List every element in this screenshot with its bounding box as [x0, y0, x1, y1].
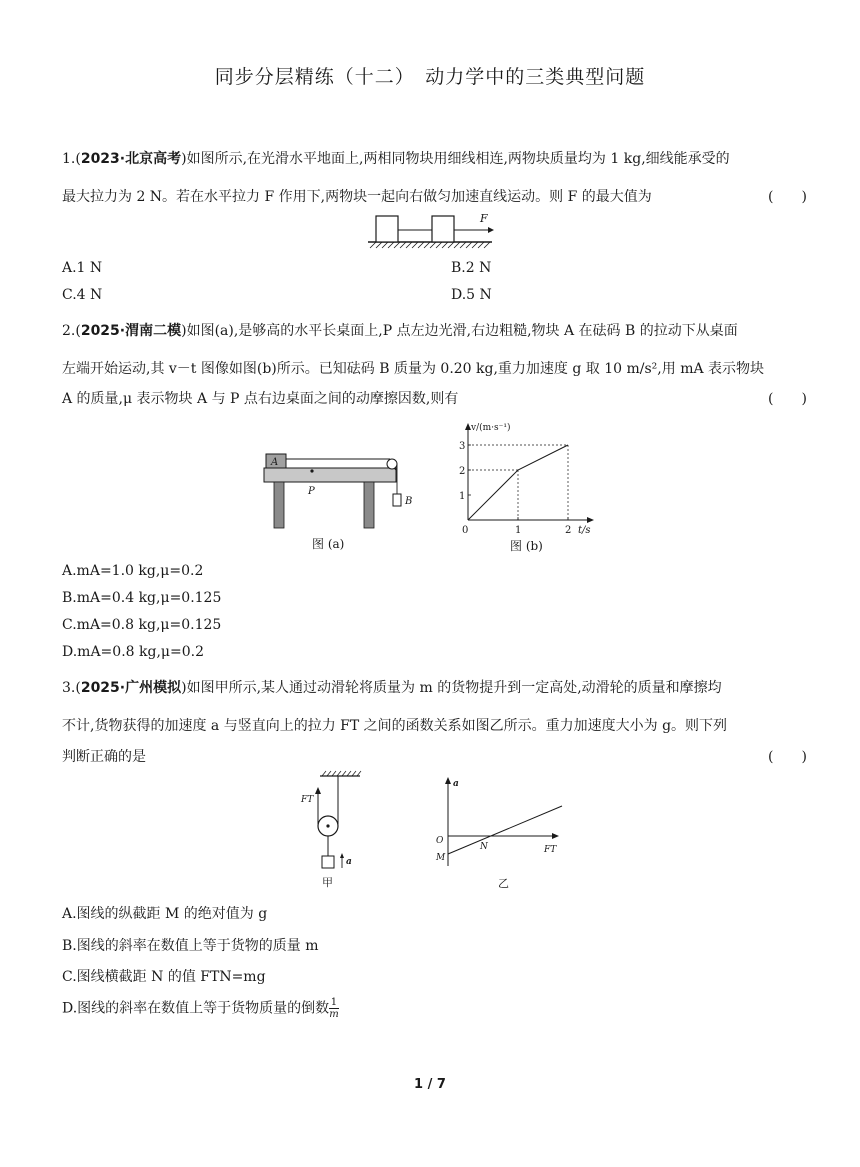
vt-y-tick-label: 2 [459, 466, 466, 477]
yi-label-a: a [453, 779, 459, 789]
vt-origin-label: 0 [462, 525, 469, 536]
q3-option-d [62, 997, 339, 1020]
q2-text-1: )如图(a),是够高的水平长桌面上,P 点左边光滑,右边粗糙,物块 A 在砝码 B 的拉动下从桌面 [181, 323, 738, 339]
q1-arrow-head [488, 227, 494, 233]
q2-line2: 左端开始运动,其 v－t 图像如图(b)所示。已知砝码 B 质量为 0.20 kg,重力加速度 g 取 10 m/s²,用 mA 表示物块 [62, 361, 765, 377]
q1-text-1: )如图所示,在光滑水平地面上,两相同物块用细线相连,两物块质量均为 1 kg,细线能承受的 [181, 151, 730, 167]
cargo [322, 856, 334, 868]
vt-x-tick-label: 1 [515, 525, 522, 536]
page-title: 同步分层精练（十二） 动力学中的三类典型问题 [214, 66, 646, 88]
q3-answer-paren: ( ) [768, 749, 807, 765]
label-a-jia: a [346, 857, 352, 867]
q2-answer-paren: ( ) [768, 391, 807, 407]
q3-figure-yi [432, 774, 572, 892]
point-P [310, 469, 313, 472]
q1-line1 [62, 148, 730, 168]
q3-number: 3.( [62, 680, 81, 696]
page-number: 1 / 7 [414, 1077, 446, 1092]
label-P: P [308, 486, 315, 497]
yi-label-N: N [480, 842, 488, 852]
vt-y-tick-label: 1 [459, 491, 466, 502]
q1-number: 1.( [62, 151, 81, 167]
pulley [387, 459, 397, 469]
q3-line3: 判断正确的是 [62, 749, 146, 765]
yi-label-FT: FT [544, 845, 557, 855]
label-FT: FT [301, 795, 314, 805]
q2-figure-b [450, 420, 610, 555]
q2-option-b: B.mA=0.4 kg,μ=0.125 [62, 590, 222, 606]
q1-block-right [432, 216, 454, 242]
q1-line2: 最大拉力为 2 N。若在水平拉力 F 作用下,两物块一起向右做匀加速直线运动。则 F 的最大值为 [62, 189, 652, 205]
yi-label-M: M [436, 853, 446, 863]
vt-x-tick-label: 2 [565, 525, 572, 536]
fraction-numerator: 1 [330, 997, 338, 1008]
vt-y-axis-label: v/(m·s⁻¹) [471, 423, 511, 433]
label-B: B [405, 496, 413, 507]
q1-option-c: C.4 N [62, 287, 103, 303]
caption-a: 图 (a) [312, 537, 345, 551]
q3-option-a: A.图线的纵截距 M 的绝对值为 g [62, 906, 268, 922]
q3-option-d-text: D.图线的斜率在数值上等于货物质量的倒数 [62, 1000, 330, 1017]
q3-option-b: B.图线的斜率在数值上等于货物的质量 m [62, 938, 319, 954]
vt-x-arrow [587, 517, 594, 523]
label-A: A [271, 457, 279, 468]
q1-label-F: F [480, 212, 488, 225]
q3-line1 [62, 677, 722, 697]
q1-answer-paren: ( ) [768, 189, 807, 205]
q1-block-left [376, 216, 398, 242]
vt-caption: 图 (b) [510, 539, 543, 553]
caption-jia: 甲 [322, 876, 333, 889]
caption-yi: 乙 [498, 877, 509, 890]
q1-source: 2023·北京高考 [80, 151, 182, 167]
q3-option-c: C.图线横截距 N 的值 FTN=mg [62, 969, 266, 985]
q2-option-d: D.mA=0.8 kg,μ=0.2 [62, 644, 204, 660]
q3-line2: 不计,货物获得的加速度 a 与竖直向上的拉力 FT 之间的函数关系如图乙所示。重力加速度大小为 g。则下列 [62, 718, 728, 734]
q2-option-a: A.mA=1.0 kg,μ=0.2 [62, 563, 204, 579]
weight-B [393, 494, 401, 506]
vt-y-tick-label: 3 [459, 441, 466, 452]
q2-figure-a [262, 448, 422, 553]
q1-figure [360, 208, 500, 248]
q2-option-c: C.mA=0.8 kg,μ=0.125 [62, 617, 222, 633]
table-leg-right [364, 482, 374, 528]
q1-option-a: A.1 N [62, 260, 103, 276]
vt-x-axis-label: t/s [578, 525, 591, 536]
q3-figure-jia [298, 770, 378, 892]
q2-line3: A 的质量,μ 表示物块 A 与 P 点右边桌面之间的动摩擦因数,则有 [62, 391, 459, 407]
yi-label-O: O [436, 836, 444, 846]
q1-ground-hatch [370, 242, 490, 248]
ft-arrow-head [315, 787, 321, 794]
q2-source: 2025·渭南二模 [80, 323, 182, 339]
table-top [264, 468, 396, 482]
q3-source: 2025·广州模拟 [80, 680, 182, 696]
table-leg-left [274, 482, 284, 528]
ceiling-hatch [322, 771, 361, 776]
q2-line1 [62, 320, 738, 340]
q1-option-d: D.5 N [451, 287, 492, 303]
q2-number: 2.( [62, 323, 81, 339]
q3-text-1: )如图甲所示,某人通过动滑轮将质量为 m 的货物提升到一定高处,动滑轮的质量和摩擦均 [181, 680, 722, 696]
q3-option-d-fraction [329, 997, 338, 1020]
fraction-denominator: m [329, 1009, 339, 1020]
q1-option-b: B.2 N [451, 260, 492, 276]
